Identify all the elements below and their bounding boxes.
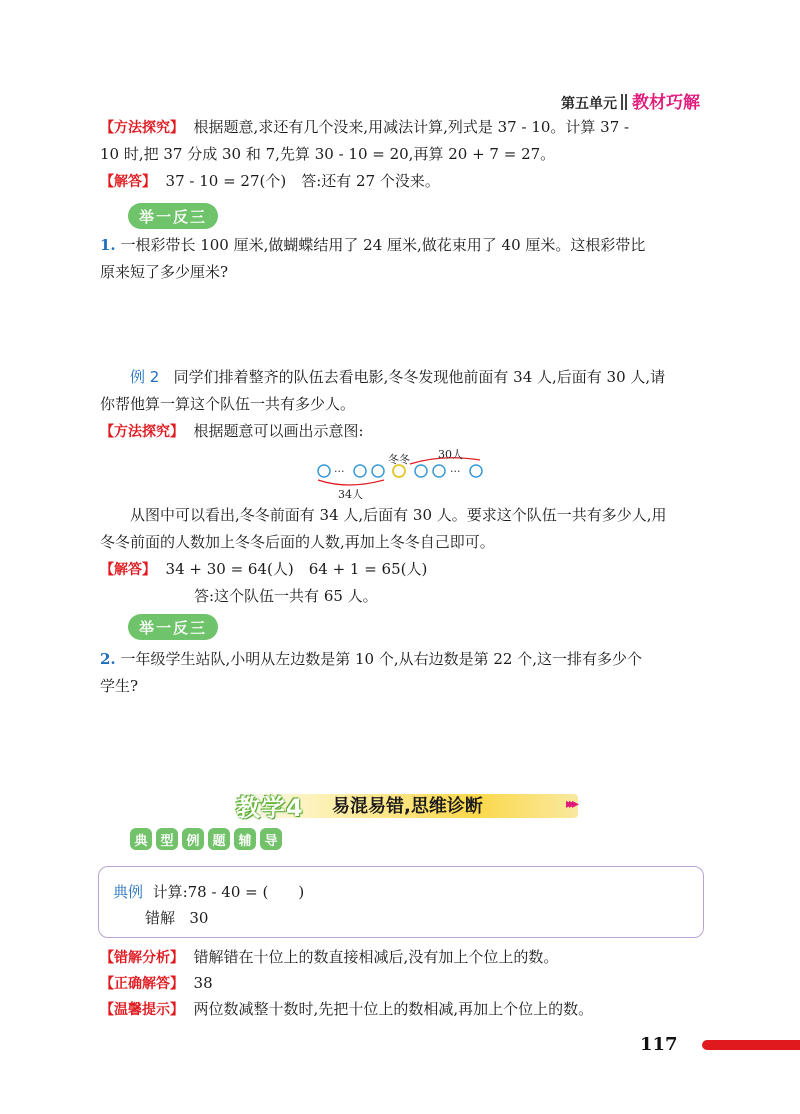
correct-answer	[100, 972, 213, 995]
banner-title: 易混易错,思维诊断	[332, 796, 483, 817]
error-tag: 【错解分析】	[100, 950, 184, 966]
answer-text: 37 - 10 = 27(个) 答:还有 27 个没来。	[165, 172, 440, 190]
example-2-answer-line-2: 答:这个队伍一共有 65 人。	[194, 587, 378, 605]
exercise-2-line-2: 学生?	[100, 677, 139, 695]
answer-line	[100, 170, 440, 193]
exercise-text: 一年级学生站队,小明从左边数是第 10 个,从右边数是第 22 个,这一排有多少个	[120, 650, 643, 668]
exercise-1-line-1	[100, 234, 645, 256]
correct-text: 38	[193, 974, 213, 992]
explain-line-2: 冬冬前面的人数加上冬冬后面的人数,再加上冬冬自己即可。	[100, 533, 495, 551]
arrows-icon: ▸▸▸	[566, 796, 576, 812]
banner-number: 教学4	[236, 794, 304, 822]
practice-badge	[128, 203, 218, 229]
dongdong-circle	[393, 465, 405, 477]
exercise-text: 一根彩带长 100 厘米,做蝴蝶结用了 24 厘米,做花束用了 40 厘米。这根彩带比	[120, 236, 646, 254]
method-tag: 【方法探究】	[100, 424, 184, 440]
example-label: 例 2	[130, 368, 160, 386]
answer-text: 34 + 30 = 64(人) 64 + 1 = 65(人)	[165, 560, 428, 578]
exercise-number: 2.	[100, 650, 116, 668]
person-circle	[318, 465, 330, 477]
person-circle	[433, 465, 445, 477]
example-2-answer	[100, 558, 427, 581]
ellipsis: ···	[334, 465, 345, 478]
person-circle	[415, 465, 427, 477]
example-2-line-1	[130, 366, 665, 388]
wrong-label: 错解	[145, 909, 176, 927]
method-text: 根据题意可以画出示意图:	[193, 422, 364, 440]
error-text: 错解错在十位上的数直接相减后,没有加上个位上的数。	[193, 948, 559, 966]
divider	[625, 94, 627, 110]
error-analysis	[100, 946, 558, 969]
answer-tag: 【解答】	[100, 562, 156, 578]
queue-diagram	[310, 446, 490, 502]
running-header	[561, 88, 700, 113]
example-text: 同学们排着整齐的队伍去看电影,冬冬发现他前面有 34 人,后面有 30 人,请	[173, 368, 666, 386]
exercise-1-line-2: 原来短了多少厘米?	[100, 263, 229, 281]
footer-bar	[702, 1040, 800, 1050]
example-2-line-2: 你帮他算一算这个队伍一共有多少人。	[100, 395, 356, 413]
person-circle	[354, 465, 366, 477]
typical-example-tabs	[130, 828, 282, 850]
tab-char: 题	[208, 828, 230, 850]
exercise-2-line-1	[100, 648, 642, 670]
tab-char: 例	[182, 828, 204, 850]
tab-char: 典	[130, 828, 152, 850]
tab-char: 辅	[234, 828, 256, 850]
person-circle	[470, 465, 482, 477]
wrong-value: 30	[189, 909, 209, 927]
box-question: 计算:78 - 40 = ( )	[152, 883, 305, 901]
method-line-1	[100, 116, 629, 139]
box-question-line	[113, 881, 304, 902]
name-label: 冬冬	[388, 453, 410, 466]
ellipsis: ···	[450, 465, 461, 478]
page-number: 117	[640, 1034, 678, 1055]
before-brace	[318, 480, 384, 485]
box-label: 典例	[113, 883, 144, 901]
wrong-answer-line	[145, 907, 208, 928]
example-2-method	[100, 420, 364, 443]
answer-tag: 【解答】	[100, 174, 156, 190]
person-circle	[372, 465, 384, 477]
tip	[100, 998, 593, 1021]
exercise-number: 1.	[100, 236, 116, 254]
section-banner	[228, 786, 598, 822]
after-label: 30人	[438, 448, 463, 461]
method-tag: 【方法探究】	[100, 120, 184, 136]
badge-label: 举一反三	[138, 618, 207, 637]
method-text: 根据题意,求还有几个没来,用减法计算,列式是 37 - 10。计算 37 -	[193, 118, 630, 136]
method-line-2: 10 时,把 37 分成 30 和 7,先算 30 - 10 = 20,再算 20 + 7 = 27。	[100, 145, 556, 163]
practice-badge	[128, 614, 218, 640]
explain-line-1: 从图中可以看出,冬冬前面有 34 人,后面有 30 人。要求这个队伍一共有多少人,用	[130, 506, 667, 524]
correct-tag: 【正确解答】	[100, 976, 184, 992]
tab-char: 型	[156, 828, 178, 850]
book-section-title: 教材巧解	[632, 93, 700, 113]
divider	[621, 94, 623, 110]
before-label: 34人	[338, 488, 363, 501]
tip-tag: 【温馨提示】	[100, 1002, 184, 1018]
example-box	[98, 866, 704, 938]
tab-char: 导	[260, 828, 282, 850]
badge-label: 举一反三	[138, 207, 207, 226]
tip-text: 两位数减整十数时,先把十位上的数相减,再加上个位上的数。	[193, 1000, 594, 1018]
unit-title: 第五单元	[561, 96, 617, 112]
